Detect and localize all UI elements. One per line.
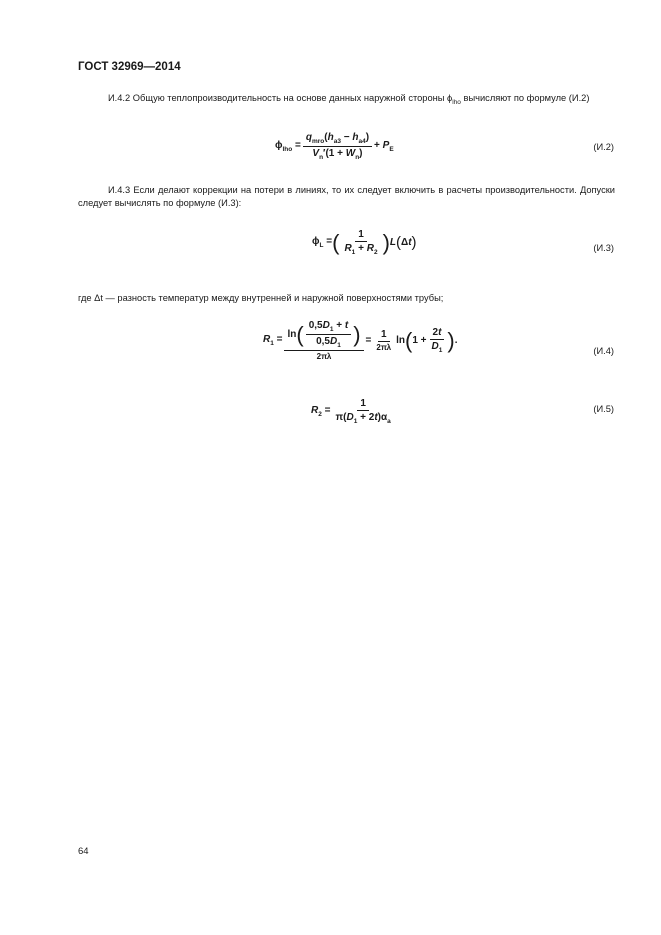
paragraph-text-start: И.4.2 Общую теплопроизводительность на основе данных наружной стороны bbox=[108, 93, 448, 103]
page-number: 64 bbox=[78, 846, 89, 857]
paragraph-i-4-2 bbox=[78, 92, 615, 109]
formula-i-4: $R_1$ = ln ( $\frac{0,5D_1 + t}{0,5D_1}$ ) 2πλ = $\frac{1}{2\pi\lambda}$ ln ( 1 + $\frac{2t}{D_1}$ ) . bbox=[263, 320, 458, 361]
paragraph-where: где Δt — разность температур между внутренней и наружной поверхностями трубы; bbox=[78, 293, 444, 303]
formula-i-5: $R_2$ = $\frac{1}{\pi(D_1 + 2t)\alpha_a}$ bbox=[311, 398, 391, 425]
formula-i-3: $\phi_L$ = ( $\frac{1}{R_1 + R_2}$ ) L(Δt) bbox=[312, 229, 417, 256]
formula-i-2: $\phi_{lho}$ = $\frac{q_{mro}(h_{a3} - h_{a4})}{V_n'(1 + W_n)}$ + $P_E$ bbox=[275, 132, 394, 161]
equation-number-i-5: (И.5) bbox=[593, 404, 614, 414]
paragraph-text-end: вычисляют по формуле (И.2) bbox=[460, 93, 590, 103]
document-header: ГОСТ 32969—2014 bbox=[78, 61, 181, 73]
phi-symbol: ϕ bbox=[447, 93, 453, 103]
equation-number-i-2: (И.2) bbox=[593, 142, 614, 152]
phi-subscript: lho bbox=[452, 98, 461, 106]
equation-number-i-4: (И.4) bbox=[593, 346, 614, 356]
equation-number-i-3: (И.3) bbox=[593, 243, 614, 253]
paragraph-i-4-3: И.4.3 Если делают коррекции на потери в линиях, то их следует включить в расчеты производительности. Допуски следует вычислять по формуле (И.3): bbox=[78, 185, 615, 208]
